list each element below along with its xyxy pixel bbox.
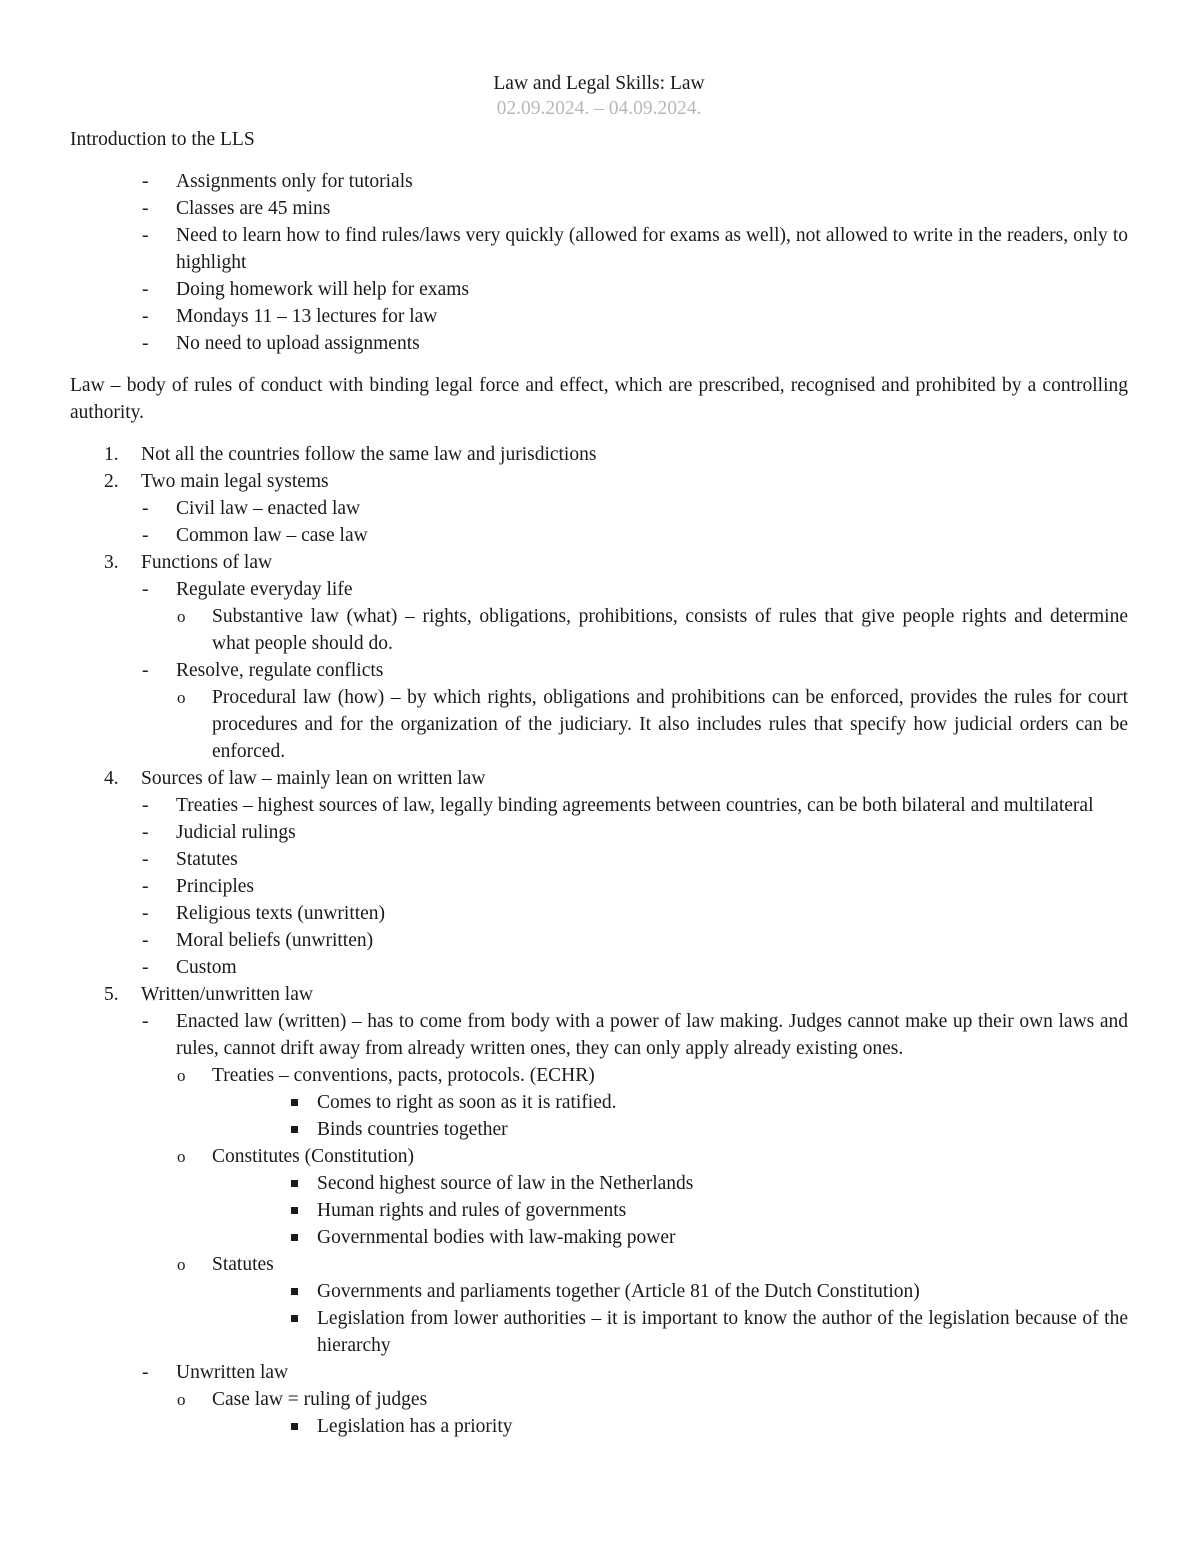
list-item — [70, 1062, 1128, 1143]
list-item — [70, 195, 1128, 222]
list-item-text: Governments and parliaments together (Article 81 of the Dutch Constitution) — [317, 1281, 920, 1302]
written-unwritten-list — [141, 1008, 1128, 1440]
dash-bullet: - — [142, 660, 149, 681]
numbered-item-text: Functions of law — [141, 552, 273, 573]
list-item — [70, 900, 1128, 927]
list-item — [70, 1116, 1128, 1143]
list-item-text: Procedural law (how) – by which rights, obligations and prohibitions can be enforced, provides the rules for court procedures and for the organization of the judiciary. It also includes rules that specify how judicial orders can be enforced. — [212, 687, 1128, 762]
dash-bullet: - — [142, 525, 149, 546]
list-item-text: Regulate everyday life — [176, 579, 353, 600]
sources-list — [141, 792, 1128, 981]
list-item — [70, 1143, 1128, 1251]
dash-bullet: - — [142, 1011, 149, 1032]
dash-bullet: - — [142, 849, 149, 870]
list-item-text: Doing homework will help for exams — [176, 279, 469, 300]
sub-sub-list — [212, 1089, 1128, 1143]
list-item — [70, 330, 1128, 357]
list-item — [70, 522, 1128, 549]
document-title: Law and Legal Skills: Law — [493, 73, 705, 94]
list-item-text: Second highest source of law in the Netherlands — [317, 1173, 694, 1194]
list-item-text: Treaties – highest sources of law, legally binding agreements between countries, can be both bilateral and multilateral — [176, 795, 1094, 816]
square-bullet-icon — [291, 1207, 298, 1214]
circle-bullet: o — [177, 1147, 186, 1166]
list-item — [70, 576, 1128, 657]
list-item — [70, 303, 1128, 330]
dash-bullet: - — [142, 333, 149, 354]
list-item — [70, 603, 1128, 657]
square-bullet-icon — [291, 1126, 298, 1133]
list-item-text: Assignments only for tutorials — [176, 171, 413, 192]
sub-list — [176, 684, 1128, 765]
list-item-text: Principles — [176, 876, 254, 897]
square-bullet-icon — [291, 1423, 298, 1430]
list-item-text: Case law = ruling of judges — [212, 1389, 428, 1410]
number-marker: 2. — [104, 471, 119, 492]
list-item-text: Civil law – enacted law — [176, 498, 361, 519]
number-marker: 3. — [104, 552, 119, 573]
dash-bullet: - — [142, 1362, 149, 1383]
sub-list — [176, 1386, 1128, 1440]
list-item — [70, 1008, 1128, 1359]
numbered-item-3 — [70, 549, 1128, 765]
numbered-item-5 — [70, 981, 1128, 1440]
list-item — [70, 792, 1128, 819]
list-item — [70, 276, 1128, 303]
list-item-text: Moral beliefs (unwritten) — [176, 930, 374, 951]
dash-bullet: - — [142, 225, 149, 246]
list-item — [70, 1386, 1128, 1440]
number-marker: 5. — [104, 984, 119, 1005]
list-item — [70, 657, 1128, 765]
list-item — [70, 927, 1128, 954]
document-date-range: 02.09.2024. – 04.09.2024. — [496, 98, 702, 119]
list-item-text: Statutes — [212, 1254, 274, 1275]
list-item-text: Binds countries together — [317, 1119, 508, 1140]
list-item-text: Constitutes (Constitution) — [212, 1146, 415, 1167]
dash-bullet: - — [142, 279, 149, 300]
list-item — [70, 222, 1128, 276]
list-item — [70, 1197, 1128, 1224]
sub-list — [176, 603, 1128, 657]
legal-systems-list — [141, 495, 1128, 549]
dash-bullet: - — [142, 795, 149, 816]
list-item-text: Legislation has a priority — [317, 1416, 513, 1437]
intro-list — [70, 168, 1128, 357]
list-item — [70, 873, 1128, 900]
circle-bullet: o — [177, 688, 186, 707]
list-item — [70, 1278, 1128, 1305]
square-bullet-icon — [291, 1180, 298, 1187]
circle-bullet: o — [177, 1255, 186, 1274]
list-item — [70, 846, 1128, 873]
sub-sub-list — [212, 1278, 1128, 1359]
square-bullet-icon — [291, 1315, 298, 1322]
sub-sub-list — [212, 1413, 1128, 1440]
numbered-item-2 — [70, 468, 1128, 549]
list-item-text: Legislation from lower authorities – it is important to know the author of the legislation because of the hierarchy — [317, 1308, 1128, 1356]
list-item-text: Comes to right as soon as it is ratified. — [317, 1092, 617, 1113]
functions-list — [141, 576, 1128, 765]
numbered-item-1 — [70, 441, 1128, 468]
list-item — [70, 684, 1128, 765]
list-item-text: Religious texts (unwritten) — [176, 903, 386, 924]
square-bullet-icon — [291, 1099, 298, 1106]
square-bullet-icon — [291, 1234, 298, 1241]
list-item — [70, 1359, 1128, 1440]
list-item-text: Treaties – conventions, pacts, protocols. (ECHR) — [212, 1065, 595, 1086]
list-item — [70, 1413, 1128, 1440]
list-item-text: Resolve, regulate conflicts — [176, 660, 384, 681]
dash-bullet: - — [142, 579, 149, 600]
list-item-text: Classes are 45 mins — [176, 198, 331, 219]
list-item — [70, 819, 1128, 846]
list-item-text: Custom — [176, 957, 237, 978]
numbered-item-text: Sources of law – mainly lean on written law — [141, 768, 486, 789]
number-marker: 1. — [104, 444, 119, 465]
numbered-item-4 — [70, 765, 1128, 981]
list-item-text: No need to upload assignments — [176, 333, 420, 354]
list-item-text: Governmental bodies with law-making power — [317, 1227, 676, 1248]
list-item — [70, 1089, 1128, 1116]
sub-list — [176, 1062, 1128, 1359]
list-item — [70, 954, 1128, 981]
circle-bullet: o — [177, 1390, 186, 1409]
list-item-text: Human rights and rules of governments — [317, 1200, 627, 1221]
list-item-text: Mondays 11 – 13 lectures for law — [176, 306, 438, 327]
document-page — [70, 70, 1128, 1440]
circle-bullet: o — [177, 1066, 186, 1085]
list-item-text: Unwritten law — [176, 1362, 289, 1383]
list-item-text: Substantive law (what) – rights, obligations, prohibitions, consists of rules that give people rights and determine what people should do. — [212, 606, 1128, 654]
dash-bullet: - — [142, 957, 149, 978]
dash-bullet: - — [142, 498, 149, 519]
dash-bullet: - — [142, 903, 149, 924]
numbered-item-text: Not all the countries follow the same law and jurisdictions — [141, 444, 597, 465]
dash-bullet: - — [142, 171, 149, 192]
list-item — [70, 495, 1128, 522]
list-item — [70, 1224, 1128, 1251]
dash-bullet: - — [142, 306, 149, 327]
list-item — [70, 168, 1128, 195]
law-definition: Law – body of rules of conduct with binding legal force and effect, which are prescribed, recognised and prohibited by a controlling authority. — [70, 375, 1128, 423]
dash-bullet: - — [142, 876, 149, 897]
list-item-text: Statutes — [176, 849, 238, 870]
dash-bullet: - — [142, 930, 149, 951]
numbered-item-text: Written/unwritten law — [141, 984, 313, 1005]
list-item — [70, 1170, 1128, 1197]
square-bullet-icon — [291, 1288, 298, 1295]
list-item — [70, 1251, 1128, 1359]
sub-sub-list — [212, 1170, 1128, 1251]
list-item-text: Enacted law (written) – has to come from body with a power of law making. Judges cannot make up their own laws and rules, cannot drift away from already written ones, they can only apply already existing ones. — [176, 1011, 1128, 1059]
list-item-text: Common law – case law — [176, 525, 368, 546]
list-item-text: Judicial rulings — [176, 822, 296, 843]
numbered-item-text: Two main legal systems — [141, 471, 329, 492]
number-marker: 4. — [104, 768, 119, 789]
dash-bullet: - — [142, 822, 149, 843]
intro-heading: Introduction to the LLS — [70, 129, 255, 150]
circle-bullet: o — [177, 607, 186, 626]
list-item — [70, 1305, 1128, 1359]
list-item-text: Need to learn how to find rules/laws very quickly (allowed for exams as well), not allowed to write in the readers, only to highlight — [176, 225, 1128, 273]
numbered-list — [70, 441, 1128, 1440]
dash-bullet: - — [142, 198, 149, 219]
